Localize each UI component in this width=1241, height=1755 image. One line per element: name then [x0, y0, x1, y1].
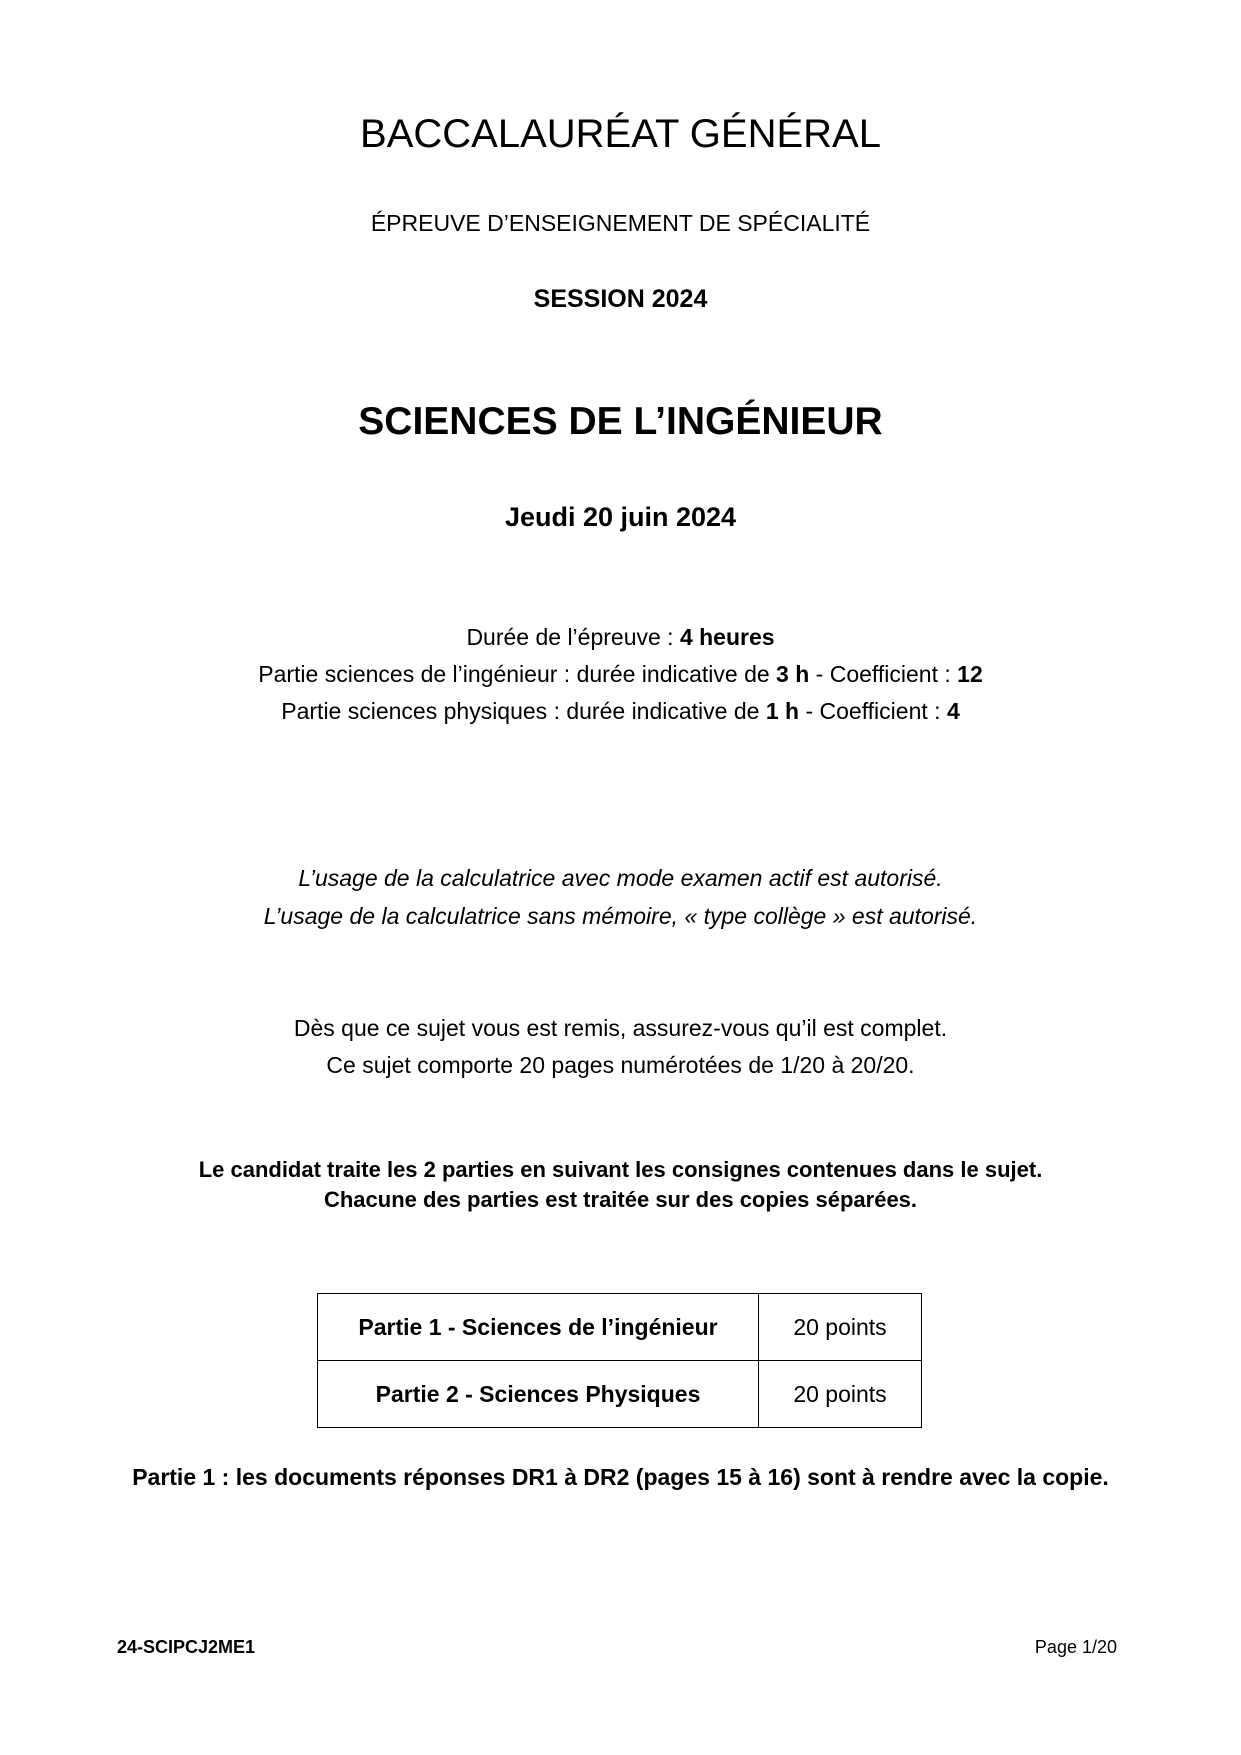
completeness-notice [0, 1010, 1241, 1084]
duration-block [0, 619, 1241, 730]
total-duration-label: Durée de l’épreuve : [466, 624, 680, 650]
si-duration-value: 3 h [776, 661, 810, 687]
scores-table [317, 1293, 922, 1428]
sp-duration-label: Partie sciences physiques : durée indicative de [281, 698, 766, 724]
session-label: SESSION 2024 [533, 285, 708, 313]
exam-title: BACCALAURÉAT GÉNÉRAL [360, 112, 881, 156]
si-duration-line [0, 656, 1241, 693]
part-points: 20 points [759, 1294, 922, 1361]
sp-duration-line [0, 693, 1241, 730]
subject-title: SCIENCES DE L’INGÉNIEUR [358, 400, 883, 443]
calculator-line-1: L’usage de la calculatrice avec mode examen actif est autorisé. [298, 865, 943, 891]
part-name: Partie 1 - Sciences de l’ingénieur [318, 1294, 759, 1361]
si-duration-label: Partie sciences de l’ingénieur : durée indicative de [258, 661, 777, 687]
si-coef-label: - Coefficient : [809, 661, 958, 687]
footer-exam-code: 24-SCIPCJ2ME1 [117, 1637, 256, 1657]
sp-coef-label: - Coefficient : [799, 698, 947, 724]
exam-subtitle: ÉPREUVE D’ENSEIGNEMENT DE SPÉCIALITÉ [370, 210, 871, 236]
total-duration-line [0, 619, 1241, 656]
calculator-notice [0, 859, 1241, 935]
documents-note-wrapper [0, 1463, 1241, 1492]
footer-page-number: Page 1/20 [1034, 1637, 1117, 1657]
table-row [318, 1294, 922, 1361]
sp-coef-value: 4 [946, 698, 960, 724]
part-name: Partie 2 - Sciences Physiques [318, 1361, 759, 1428]
instruction-line-1: Le candidat traite les 2 parties en suivant les consignes contenues dans le sujet. [198, 1157, 1043, 1182]
exam-date: Jeudi 20 juin 2024 [504, 502, 737, 532]
sp-duration-value: 1 h [765, 698, 800, 724]
si-coef-value: 12 [957, 661, 983, 687]
calculator-line-2: L’usage de la calculatrice sans mémoire, « type collège » est autorisé. [263, 903, 978, 929]
check-line-2: Ce sujet comporte 20 pages numérotées de 1/20 à 20/20. [326, 1052, 915, 1078]
instructions [0, 1155, 1241, 1215]
part-points: 20 points [759, 1361, 922, 1428]
documents-note: Partie 1 : les documents réponses DR1 à DR2 (pages 15 à 16) sont à rendre avec la copie. [132, 1464, 1109, 1490]
instruction-line-2: Chacune des parties est traitée sur des copies séparées. [323, 1187, 918, 1212]
check-line-1: Dès que ce sujet vous est remis, assurez-vous qu’il est complet. [293, 1015, 948, 1041]
total-duration-value: 4 heures [679, 624, 775, 650]
table-row [318, 1361, 922, 1428]
